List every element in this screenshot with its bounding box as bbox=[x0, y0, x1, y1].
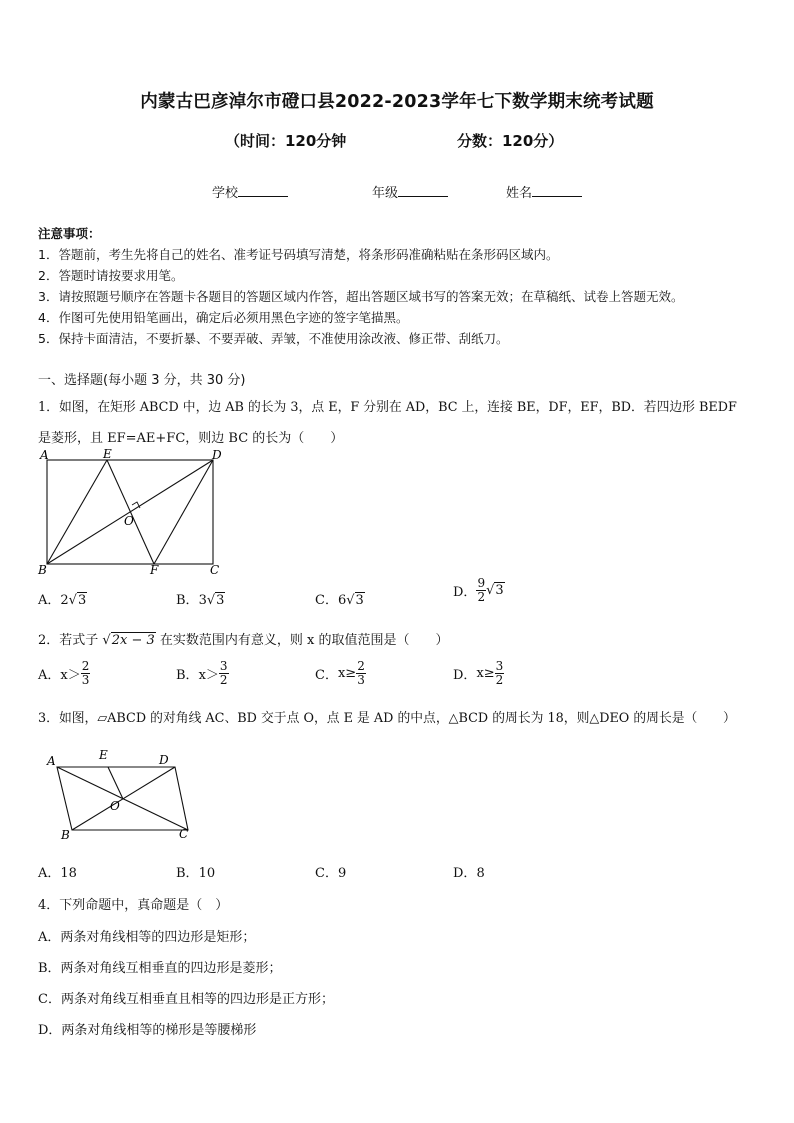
q2-option-c[interactable]: C．x≥ $\frac{2}{3}$ bbox=[315, 659, 365, 687]
q4-option-a[interactable]: A．两条对角线相等的四边形是矩形； bbox=[38, 930, 256, 945]
q1-option-d[interactable]: D． $\frac{9}{2}$ √3 bbox=[453, 576, 504, 604]
q2-option-b[interactable]: B．x＞ $\frac{3}{2}$ bbox=[176, 659, 228, 687]
q3-text: 3．如图，▱ABCD 的对角线 AC、BD 交于点 O，点 E 是 AD 的中点，△BCD 的周长为 18，则△DEO 的周长是（ ） bbox=[38, 711, 736, 726]
diagonal-bd bbox=[72, 767, 175, 830]
label-b: B bbox=[61, 828, 70, 842]
q3-option-a[interactable]: A．18 bbox=[38, 866, 77, 881]
q3-option-d[interactable]: D．8 bbox=[453, 866, 485, 881]
q3-option-c[interactable]: C．9 bbox=[315, 866, 347, 881]
note-item: 2．答题时请按要求用笔。 bbox=[38, 268, 184, 283]
q1-option-b[interactable]: B．3√3 bbox=[176, 593, 225, 608]
note-item: 3．请按照题号顺序在答题卡各题目的答题区域内作答，超出答题区域书写的答案无效；在草稿纸、试卷上答题无效。 bbox=[38, 289, 684, 304]
label-o: O bbox=[110, 799, 120, 813]
note-item: 1．答题前，考生先将自己的姓名、准考证号码填写清楚，将条形码准确粘贴在条形码区域内。 bbox=[38, 247, 559, 262]
label-d: D bbox=[159, 753, 169, 767]
school-label: 学校 bbox=[212, 186, 239, 201]
name-blank[interactable] bbox=[532, 184, 582, 197]
page-title: 内蒙古巴彦淖尔市磴口县2022-2023学年七下数学期末统考试题 bbox=[140, 92, 654, 112]
q4-option-b[interactable]: B．两条对角线互相垂直的四边形是菱形； bbox=[38, 961, 282, 976]
q1-figure bbox=[34, 446, 234, 578]
q1-option-c[interactable]: C．6√3 bbox=[315, 593, 364, 608]
notes-heading: 注意事项： bbox=[38, 226, 101, 241]
segment-eo bbox=[108, 767, 123, 799]
q1-text-line1: 1．如图，在矩形 ABCD 中，边 AB 的长为 3，点 E，F 分别在 AD，BC 上，连接 BE，DF，EF，BD．若四边形 BEDF bbox=[38, 400, 737, 415]
q2-radicand: 2x − 3 bbox=[111, 633, 155, 648]
grade-field bbox=[372, 182, 448, 201]
segment-be bbox=[47, 460, 107, 564]
q2-text: 2．若式子 √2x − 3 在实数范围内有意义，则 x 的取值范围是（ ） bbox=[38, 633, 449, 648]
grade-blank[interactable] bbox=[398, 184, 448, 197]
label-b: B bbox=[38, 563, 47, 577]
label-a: A bbox=[40, 448, 49, 462]
label-o: O bbox=[124, 514, 134, 528]
name-label: 姓名 bbox=[506, 186, 533, 201]
q4-option-d[interactable]: D．两条对角线相等的梯形是等腰梯形 bbox=[38, 1023, 257, 1038]
q3-figure bbox=[42, 743, 202, 843]
name-field bbox=[506, 182, 582, 201]
q2-option-d[interactable]: D．x≥ $\frac{3}{2}$ bbox=[453, 659, 504, 687]
school-blank[interactable] bbox=[238, 184, 288, 197]
label-a: A bbox=[47, 754, 56, 768]
section-heading: 一、选择题(每小题 3 分，共 30 分) bbox=[38, 373, 246, 388]
note-item: 5．保持卡面清洁，不要折暴、不要弄破、弄皱，不准使用涂改液、修正带、刮纸刀。 bbox=[38, 331, 509, 346]
q3-option-b[interactable]: B．10 bbox=[176, 866, 216, 881]
q2-option-a[interactable]: A．x＞ $\frac{2}{3}$ bbox=[38, 659, 90, 687]
label-c: C bbox=[179, 827, 189, 841]
label-f: F bbox=[150, 563, 159, 577]
exam-score: 分数：120分） bbox=[457, 132, 564, 150]
label-d: D bbox=[212, 448, 222, 462]
segment-fd bbox=[154, 460, 213, 564]
q1-text-line2: 是菱形，且 EF=AE+FC，则边 BC 的长为（ ） bbox=[38, 431, 344, 446]
q4-text: 4．下列命题中，真命题是（ ） bbox=[38, 898, 229, 913]
q4-option-c[interactable]: C．两条对角线互相垂直且相等的四边形是正方形； bbox=[38, 992, 334, 1007]
grade-label: 年级 bbox=[372, 186, 399, 201]
exam-time: （时间：120分钟 bbox=[225, 132, 347, 150]
label-e: E bbox=[103, 447, 112, 461]
school-field bbox=[212, 182, 288, 201]
segment-bd bbox=[47, 460, 213, 564]
label-c: C bbox=[210, 563, 220, 577]
q1-option-a[interactable]: A．2√3 bbox=[38, 593, 87, 608]
note-item: 4．作图可先使用铅笔画出，确定后必须用黑色字迹的签字笔描黑。 bbox=[38, 310, 409, 325]
label-e: E bbox=[99, 748, 108, 762]
